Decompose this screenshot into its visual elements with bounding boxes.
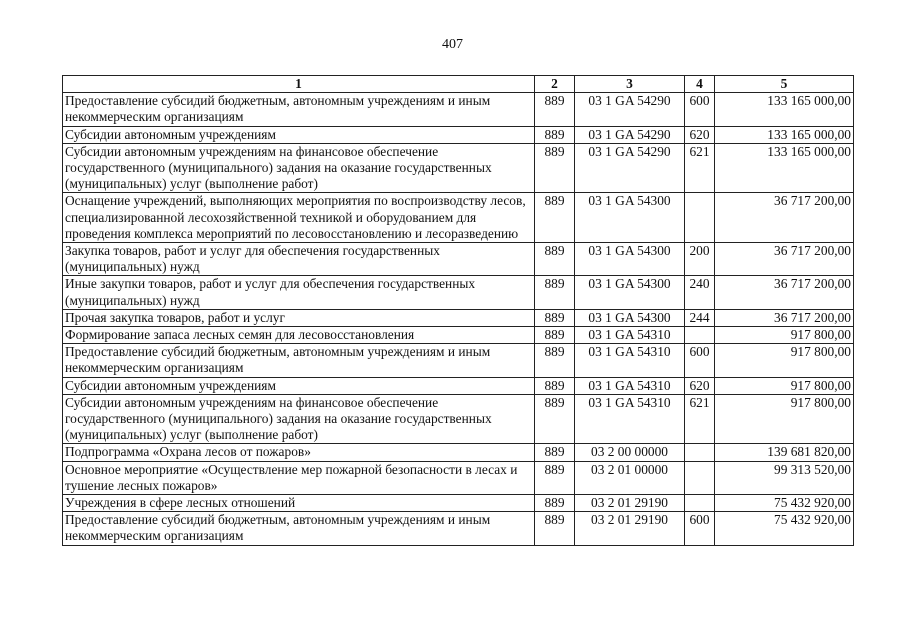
table-row [63, 193, 854, 243]
cell-expense-type: 600 [685, 512, 715, 545]
cell-target-article: 03 1 GA 54300 [575, 243, 685, 276]
table-row [63, 394, 854, 444]
cell-amount: 917 800,00 [715, 377, 854, 394]
header-col-2: 2 [535, 76, 575, 93]
cell-name: Формирование запаса лесных семян для лесовосстановления [63, 327, 535, 344]
cell-amount: 139 681 820,00 [715, 444, 854, 461]
table-body [63, 93, 854, 545]
cell-name: Иные закупки товаров, работ и услуг для обеспечения государственных (муниципальных) нужд [63, 276, 535, 309]
cell-name: Подпрограмма «Охрана лесов от пожаров» [63, 444, 535, 461]
table-row [63, 93, 854, 126]
cell-target-article: 03 2 01 00000 [575, 461, 685, 494]
table-row [63, 309, 854, 326]
cell-grbs-code: 889 [535, 512, 575, 545]
cell-target-article: 03 1 GA 54290 [575, 93, 685, 126]
cell-target-article: 03 2 00 00000 [575, 444, 685, 461]
cell-expense-type [685, 495, 715, 512]
cell-name: Субсидии автономным учреждениям [63, 377, 535, 394]
cell-grbs-code: 889 [535, 309, 575, 326]
cell-amount: 133 165 000,00 [715, 126, 854, 143]
table-row [63, 327, 854, 344]
cell-expense-type: 600 [685, 93, 715, 126]
cell-grbs-code: 889 [535, 444, 575, 461]
cell-amount: 133 165 000,00 [715, 93, 854, 126]
header-col-1: 1 [63, 76, 535, 93]
cell-grbs-code: 889 [535, 495, 575, 512]
cell-amount: 36 717 200,00 [715, 193, 854, 243]
table-row [63, 461, 854, 494]
table-row [63, 377, 854, 394]
cell-grbs-code: 889 [535, 461, 575, 494]
cell-name: Оснащение учреждений, выполняющих мероприятия по воспроизводству лесов, специализированной лесохозяйственной техникой и оборудованием для проведения комплекса мероприятий по лесовосстановлению и лесоразведению [63, 193, 535, 243]
cell-name: Закупка товаров, работ и услуг для обеспечения государственных (муниципальных) нужд [63, 243, 535, 276]
cell-expense-type: 200 [685, 243, 715, 276]
cell-name: Предоставление субсидий бюджетным, автономным учреждениям и иным некоммерческим организациям [63, 512, 535, 545]
cell-target-article: 03 1 GA 54310 [575, 344, 685, 377]
cell-name: Учреждения в сфере лесных отношений [63, 495, 535, 512]
cell-name: Субсидии автономным учреждениям [63, 126, 535, 143]
budget-table [62, 75, 854, 546]
cell-target-article: 03 1 GA 54290 [575, 143, 685, 193]
cell-grbs-code: 889 [535, 126, 575, 143]
table-row [63, 444, 854, 461]
cell-amount: 917 800,00 [715, 394, 854, 444]
cell-expense-type: 600 [685, 344, 715, 377]
cell-name: Предоставление субсидий бюджетным, автономным учреждениям и иным некоммерческим организациям [63, 344, 535, 377]
cell-grbs-code: 889 [535, 193, 575, 243]
cell-amount: 917 800,00 [715, 344, 854, 377]
cell-target-article: 03 1 GA 54290 [575, 126, 685, 143]
cell-amount: 75 432 920,00 [715, 495, 854, 512]
table-row [63, 143, 854, 193]
cell-expense-type [685, 461, 715, 494]
cell-amount: 75 432 920,00 [715, 512, 854, 545]
cell-expense-type: 621 [685, 143, 715, 193]
cell-expense-type [685, 444, 715, 461]
cell-amount: 99 313 520,00 [715, 461, 854, 494]
cell-target-article: 03 1 GA 54310 [575, 394, 685, 444]
cell-target-article: 03 1 GA 54310 [575, 327, 685, 344]
cell-expense-type [685, 193, 715, 243]
page-number: 407 [442, 37, 463, 52]
cell-target-article: 03 1 GA 54300 [575, 193, 685, 243]
cell-expense-type: 244 [685, 309, 715, 326]
table-row [63, 126, 854, 143]
cell-grbs-code: 889 [535, 143, 575, 193]
cell-expense-type: 621 [685, 394, 715, 444]
cell-target-article: 03 1 GA 54300 [575, 276, 685, 309]
table-row [63, 276, 854, 309]
cell-grbs-code: 889 [535, 93, 575, 126]
cell-grbs-code: 889 [535, 327, 575, 344]
cell-name: Основное мероприятие «Осуществление мер пожарной безопасности в лесах и тушение лесных пожаров» [63, 461, 535, 494]
cell-target-article: 03 2 01 29190 [575, 512, 685, 545]
table-row [63, 243, 854, 276]
cell-amount: 917 800,00 [715, 327, 854, 344]
cell-expense-type [685, 327, 715, 344]
table-row [63, 512, 854, 545]
cell-expense-type: 240 [685, 276, 715, 309]
cell-amount: 36 717 200,00 [715, 276, 854, 309]
cell-grbs-code: 889 [535, 344, 575, 377]
cell-target-article: 03 2 01 29190 [575, 495, 685, 512]
cell-expense-type: 620 [685, 126, 715, 143]
cell-name: Предоставление субсидий бюджетным, автономным учреждениям и иным некоммерческим организациям [63, 93, 535, 126]
cell-name: Прочая закупка товаров, работ и услуг [63, 309, 535, 326]
table-row [63, 495, 854, 512]
cell-name: Субсидии автономным учреждениям на финансовое обеспечение государственного (муниципального) задания на оказание государственных (муниципальных) услуг (выполнение работ) [63, 394, 535, 444]
header-row [63, 76, 854, 93]
cell-target-article: 03 1 GA 54300 [575, 309, 685, 326]
table-row [63, 344, 854, 377]
cell-grbs-code: 889 [535, 243, 575, 276]
cell-target-article: 03 1 GA 54310 [575, 377, 685, 394]
cell-amount: 36 717 200,00 [715, 243, 854, 276]
cell-amount: 133 165 000,00 [715, 143, 854, 193]
cell-name: Субсидии автономным учреждениям на финансовое обеспечение государственного (муниципального) задания на оказание государственных (муниципальных) услуг (выполнение работ) [63, 143, 535, 193]
cell-grbs-code: 889 [535, 276, 575, 309]
cell-amount: 36 717 200,00 [715, 309, 854, 326]
cell-expense-type: 620 [685, 377, 715, 394]
header-col-3: 3 [575, 76, 685, 93]
header-col-5: 5 [715, 76, 854, 93]
cell-grbs-code: 889 [535, 394, 575, 444]
header-col-4: 4 [685, 76, 715, 93]
cell-grbs-code: 889 [535, 377, 575, 394]
